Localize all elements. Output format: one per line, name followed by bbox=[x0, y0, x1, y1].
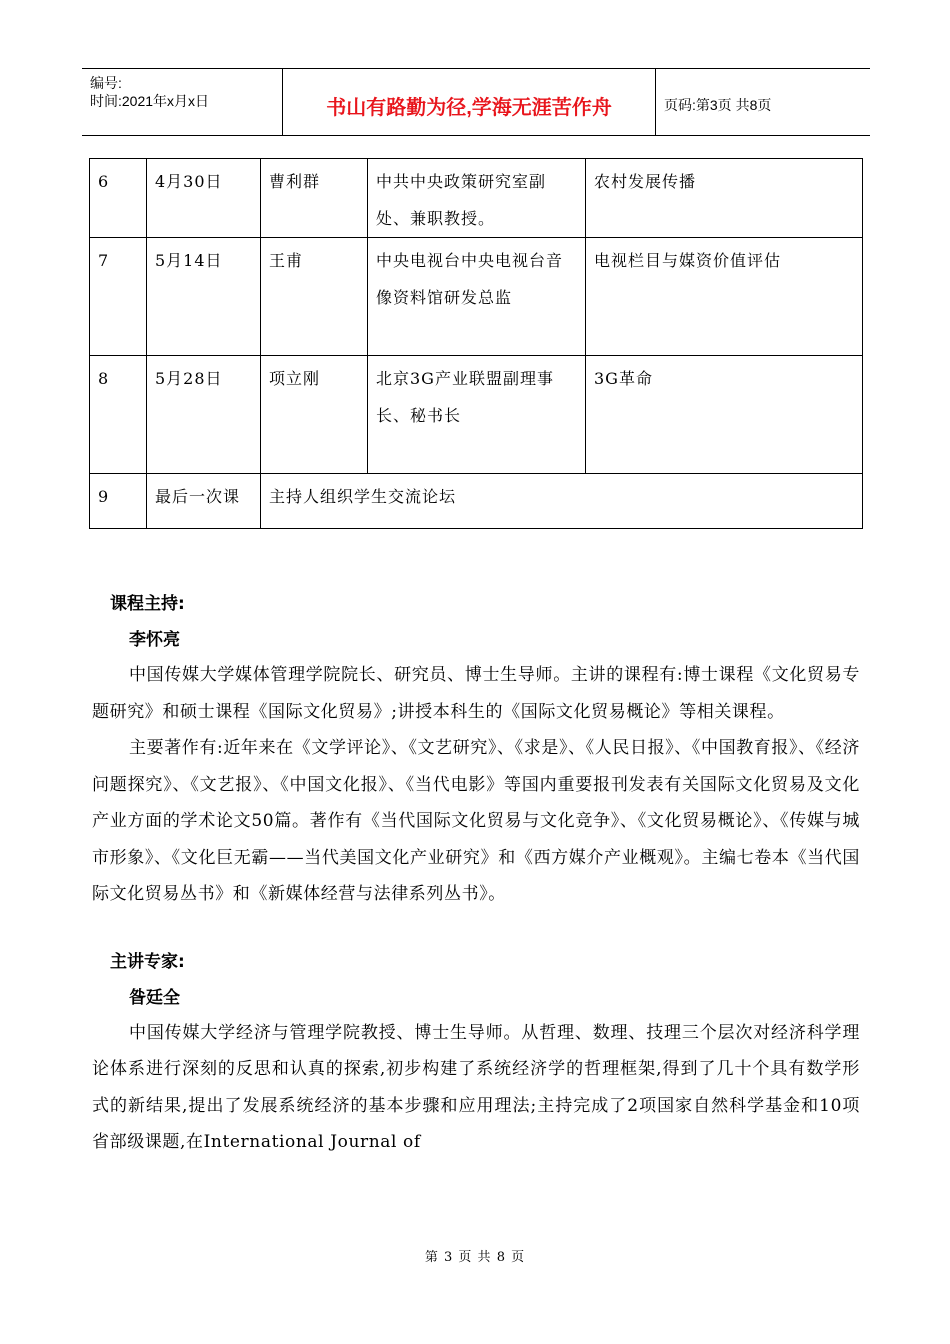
row-number: 8 bbox=[90, 356, 147, 474]
row-title: 中共中央政策研究室副处、兼职教授。 bbox=[368, 159, 586, 238]
expert-section-title: 主讲专家: bbox=[110, 951, 185, 972]
table-row bbox=[90, 474, 863, 529]
row-date: 4月30日 bbox=[147, 159, 261, 238]
host-works-paragraph: 主要著作有:近年来在《文学评论》、《文艺研究》、《求是》、《人民日报》、《中国教育报》、《经济问题探究》、《文艺报》、《中国文化报》、《当代电影》等国内重要报刊发表有关国际文化贸易及文化产业方面的学术论文50篇。著作有《当代国际文化贸易与文化竞争》、《文化贸易概论》、《传媒与城市形象》、《文化巨无霸——当代美国文化产业研究》和《西方媒介产业概观》。主编七卷本《当代国际文化贸易丛书》和《新媒体经营与法律系列丛书》。 bbox=[92, 738, 860, 904]
row-topic: 3G革命 bbox=[586, 356, 863, 474]
row-topic: 农村发展传播 bbox=[586, 159, 863, 238]
row-title: 北京3G产业联盟副理事长、秘书长 bbox=[368, 356, 586, 474]
row-topic: 电视栏目与媒资价值评估 bbox=[586, 238, 863, 356]
host-section-title: 课程主持: bbox=[110, 594, 185, 614]
row-number: 7 bbox=[90, 238, 147, 356]
expert-bio-paragraph: 中国传媒大学经济与管理学院教授、博士生导师。从哲理、数理、技理三个层次对经济科学理论体系进行深刻的反思和认真的探索,初步构建了系统经济学的哲理框架,得到了几十个具有数学形式的新结果,提出了发展系统经济的基本步骤和应用理法;主持完成了2项国家自然科学基金和10项省部级课题,在International Journal of bbox=[92, 1022, 860, 1152]
section-gap bbox=[92, 913, 860, 943]
document-body bbox=[92, 585, 860, 1161]
table-row bbox=[90, 356, 863, 474]
table-row bbox=[90, 159, 863, 238]
schedule-table bbox=[89, 158, 863, 529]
doc-date-label: 时间:2021年x月x日 bbox=[90, 93, 210, 109]
row-date: 5月28日 bbox=[147, 356, 261, 474]
row-number: 9 bbox=[90, 474, 147, 529]
host-bio-paragraph: 中国传媒大学媒体管理学院院长、研究员、博士生导师。主讲的课程有:博士课程《文化贸易专题研究》和硕士课程《国际文化贸易》;讲授本科生的《国际文化贸易概论》等相关课程。 bbox=[92, 665, 860, 722]
row-speaker: 曹利群 bbox=[261, 159, 368, 238]
header-left-cell bbox=[82, 69, 282, 135]
expert-name: 昝廷全 bbox=[129, 987, 180, 1008]
host-name: 李怀亮 bbox=[129, 630, 180, 650]
header-motto-cell bbox=[282, 69, 656, 135]
row-speaker: 王甫 bbox=[261, 238, 368, 356]
page-header bbox=[82, 68, 870, 136]
row-title: 中央电视台中央电视台音像资料馆研发总监 bbox=[368, 238, 586, 356]
doc-code-label: 编号: bbox=[90, 75, 122, 91]
page-footer: 第 3 页 共 8 页 bbox=[424, 1250, 526, 1265]
row-merged-note: 主持人组织学生交流论坛 bbox=[261, 474, 863, 529]
table-row bbox=[90, 238, 863, 356]
row-number: 6 bbox=[90, 159, 147, 238]
header-right-cell bbox=[655, 69, 870, 135]
header-page-info: 页码:第3页 共8页 bbox=[664, 97, 772, 113]
header-motto: 书山有路勤为径,学海无涯苦作舟 bbox=[326, 97, 612, 119]
row-speaker: 项立刚 bbox=[261, 356, 368, 474]
row-date: 5月14日 bbox=[147, 238, 261, 356]
row-date: 最后一次课 bbox=[147, 474, 261, 529]
